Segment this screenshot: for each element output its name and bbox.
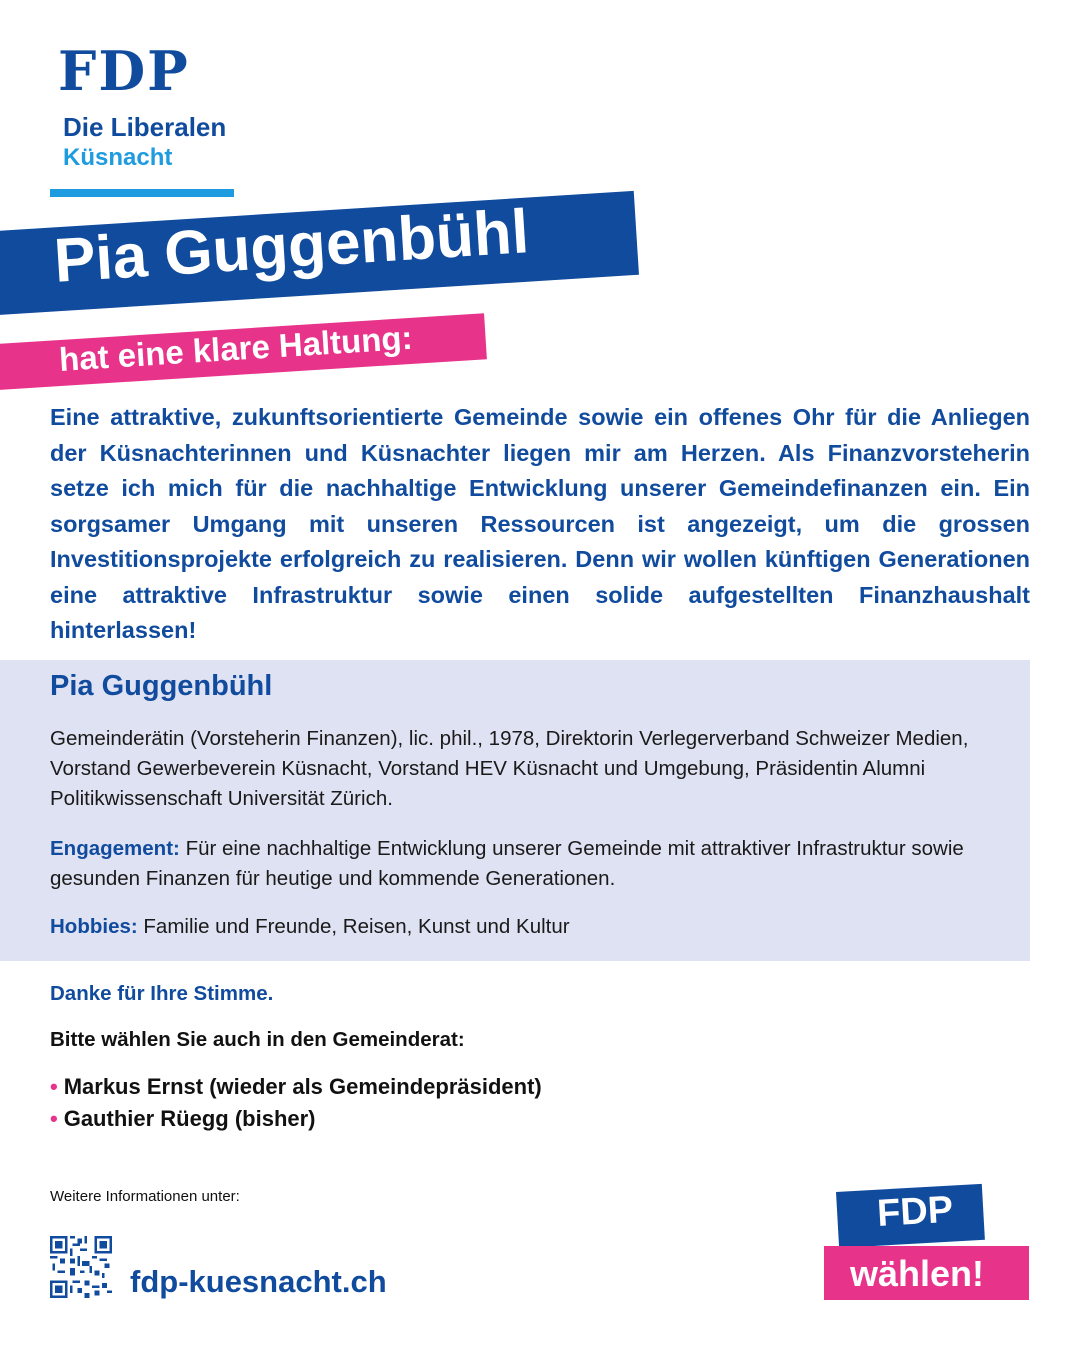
logo-wordmark: FDP <box>58 39 190 103</box>
more-info-text: Weitere Informationen unter: <box>50 1188 240 1205</box>
thanks-text: Danke für Ihre Stimme. <box>50 982 274 1005</box>
profile-hobbies <box>50 912 1000 942</box>
also-vote-text: Bitte wählen Sie auch in den Gemeinderat: <box>50 1028 465 1051</box>
headline-subline: hat eine klare Haltung: <box>58 318 414 378</box>
hobbies-label: Hobbies: <box>50 915 138 938</box>
profile-name: Pia Guggenbühl <box>50 670 273 702</box>
logo-location: Küsnacht <box>63 144 173 171</box>
hobbies-text: Familie und Freunde, Reisen, Kunst und Kultur <box>143 915 570 938</box>
candidate-name: Gauthier Rüegg (bisher) <box>63 1106 316 1131</box>
statement-text: Eine attraktive, zukunftsorientierte Gemeinde sowie ein offenes Ohr für die Anliegen der Küsnachterinnen und Küsnachter liegen mir am Herzen. Als Finanzvorsteherin setze ich mich für die nachhaltige Entwicklung unserer Gemeindefinanzen ein. Ein sorgsamer Umgang mit unseren Ressourcen ist angezeigt, um die grossen Investitionsprojekte erfolgreich zu realisieren. Denn wir wollen künftigen Generationen eine attraktive Infrastruktur sowie einen solide aufgestellten Finanzhaushalt hinterlassen! <box>50 404 1030 643</box>
logo-underline <box>50 189 234 197</box>
profile-engagement <box>50 834 1000 894</box>
badge-waehlen-text: wählen! <box>850 1253 985 1294</box>
list-item <box>50 1074 542 1100</box>
candidate-name: Markus Ernst (wieder als Gemeindepräsident) <box>63 1074 542 1099</box>
badge-fdp-text: FDP <box>876 1188 955 1235</box>
engagement-text: Für eine nachhaltige Entwicklung unserer Gemeinde mit attraktiver Infrastruktur sowie gesunden Finanzen für heutige und kommende Generationen. <box>50 837 964 890</box>
bullet-dot-icon: • <box>50 1074 58 1099</box>
logo-subtitle: Die Liberalen <box>63 112 227 142</box>
engagement-label: Engagement: <box>50 837 180 860</box>
headline-name: Pia Guggenbühl <box>52 197 531 296</box>
qr-code-icon[interactable] <box>50 1236 112 1298</box>
website-link[interactable]: fdp-kuesnacht.ch <box>130 1264 387 1299</box>
bullet-dot-icon: • <box>50 1106 58 1131</box>
profile-bio: Gemeinderätin (Vorsteherin Finanzen), lic. phil., 1978, Direktorin Verlegerverband Schweizer Medien, Vorstand Gewerbeverein Küsnacht, Vorstand HEV Küsnacht und Umgebung, Präsidentin Alumni Politikwissenschaft Universität Zürich. <box>50 727 969 810</box>
list-item <box>50 1106 316 1132</box>
